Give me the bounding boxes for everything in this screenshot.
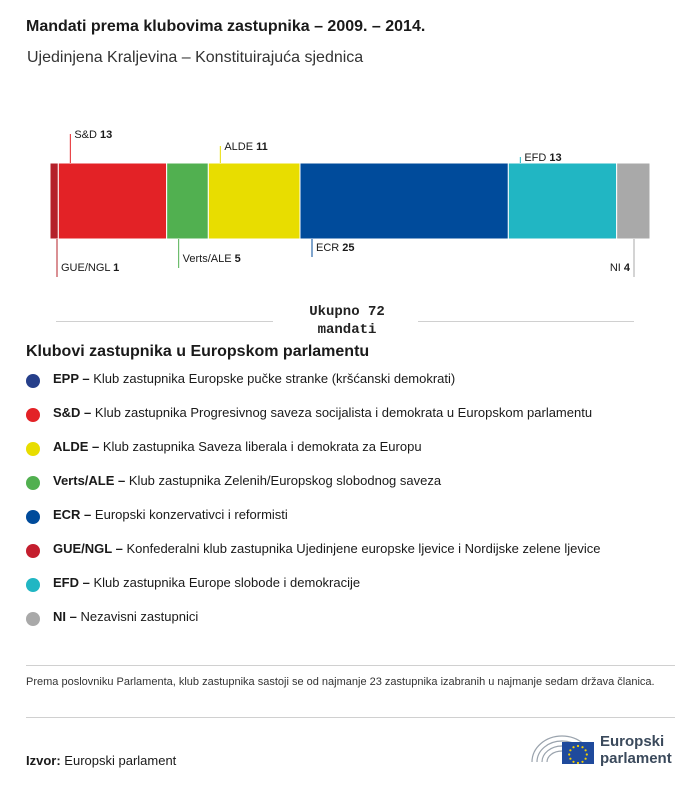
data-label-value: 1 (113, 262, 120, 274)
data-label-name: ECR (316, 242, 343, 254)
data-label-value: 13 (549, 152, 562, 164)
data-label-name: NI (609, 262, 624, 274)
legend-abbr: NI – (53, 609, 77, 624)
legend-dot (26, 578, 40, 592)
logo-text (600, 733, 672, 767)
legend-desc: Klub zastupnika Progresivnog saveza socijalista i demokrata u Europskom parlamentu (94, 405, 593, 420)
legend-text (53, 371, 455, 386)
data-label-s-d (74, 129, 112, 141)
data-label-value: 11 (256, 141, 268, 153)
legend-item-epp (26, 371, 601, 405)
data-label-value: 4 (623, 262, 630, 274)
bar-segment-ecr (300, 163, 508, 239)
chart-subtitle: Ujedinjena Kraljevina – Konstituirajuća sjednica (27, 49, 364, 66)
legend-item-ni (26, 609, 601, 643)
source-line (26, 753, 176, 768)
legend-desc: Klub zastupnika Europske pučke stranke (kršćanski demokrati) (93, 371, 456, 386)
legend-text (53, 439, 422, 454)
data-label-value: 13 (100, 129, 113, 141)
data-label-gue-ngl (61, 262, 119, 274)
data-label-verts-ale (183, 253, 241, 265)
bar-segment-gue-ngl (50, 163, 58, 239)
legend-abbr: EFD – (53, 575, 90, 590)
data-label-alde (224, 141, 267, 153)
total-divider-left (56, 321, 273, 322)
legend-abbr: EPP – (53, 371, 90, 386)
legend-abbr: ALDE – (53, 439, 100, 454)
legend-desc: Nezavisni zastupnici (80, 609, 199, 624)
footnote: Prema poslovniku Parlamenta, klub zastupnika sastoji se od najmanje 23 zastupnika izabranih u najmanje sedam država članica. (26, 676, 655, 688)
legend-desc: Europski konzervativci i reformisti (94, 507, 288, 522)
bar-segment-s-d (58, 163, 166, 239)
legend-item-efd (26, 575, 601, 609)
legend-dot (26, 408, 40, 422)
legend (26, 371, 601, 643)
data-label-value: 25 (342, 242, 355, 254)
legend-text (53, 473, 441, 488)
bar-segment-alde (208, 163, 300, 239)
total-seats-line2: mandati (317, 322, 377, 338)
legend-item-alde (26, 439, 601, 473)
hemicycle-flag-icon (528, 728, 598, 768)
legend-abbr: Verts/ALE – (53, 473, 126, 488)
legend-dot (26, 544, 40, 558)
bar-segment-ni (617, 163, 650, 239)
legend-item-sd (26, 405, 601, 439)
legend-item-gue-ngl (26, 541, 601, 575)
legend-text (53, 541, 601, 556)
legend-desc: Klub zastupnika Saveza liberala i demokrata za Europu (102, 439, 422, 454)
legend-dot (26, 476, 40, 490)
source-text: Europski parlament (64, 753, 177, 768)
legend-heading: Klubovi zastupnika u Europskom parlamentu (26, 343, 370, 360)
legend-desc: Konfederalni klub zastupnika Ujedinjene europske ljevice i Nordijske zelene ljevice (126, 541, 601, 556)
legend-abbr: S&D – (53, 405, 92, 420)
data-label-name: EFD (524, 152, 550, 164)
legend-dot (26, 374, 40, 388)
footer-divider-bottom (26, 717, 675, 718)
data-label-efd (524, 152, 561, 164)
total-divider-right (418, 321, 634, 322)
footer-divider-top (26, 665, 675, 666)
data-label-name: Verts/ALE (182, 253, 235, 265)
data-label-ni (610, 262, 631, 274)
legend-dot (26, 612, 40, 626)
legend-item-ecr (26, 507, 601, 541)
logo-line1: Europski (600, 733, 665, 750)
data-label-ecr (316, 242, 355, 254)
legend-abbr: ECR – (53, 507, 92, 522)
legend-abbr: GUE/NGL – (53, 541, 123, 556)
data-label-name: S&D (74, 129, 101, 141)
bar-segment-verts-ale (167, 163, 209, 239)
legend-item-verts-ale (26, 473, 601, 507)
legend-text (53, 609, 198, 624)
legend-dot (26, 442, 40, 456)
legend-text (53, 507, 288, 522)
data-label-name: GUE/NGL (61, 262, 114, 274)
legend-text (53, 575, 360, 590)
legend-dot (26, 510, 40, 524)
european-parliament-logo (528, 728, 678, 768)
chart-title: Mandati prema klubovima zastupnika – 2009. – 2014. (26, 18, 426, 35)
legend-desc: Klub zastupnika Zelenih/Europskog slobodnog saveza (128, 473, 442, 488)
legend-desc: Klub zastupnika Europe slobode i demokracije (93, 575, 361, 590)
bar-segment-efd (508, 163, 616, 239)
source-label: Izvor: (26, 753, 61, 768)
stacked-seat-bar-chart (0, 100, 700, 295)
data-label-name: ALDE (224, 141, 257, 153)
legend-text (53, 405, 592, 420)
data-label-value: 5 (234, 253, 241, 265)
total-seats-label (275, 303, 419, 339)
total-seats-line1: Ukupno 72 (309, 304, 385, 320)
logo-line2: parlament (600, 750, 672, 767)
